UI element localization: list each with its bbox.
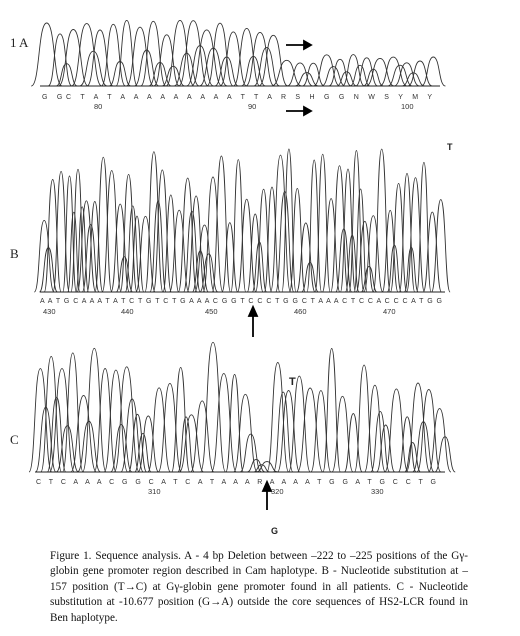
trace-peak — [307, 160, 322, 292]
trace-peak — [226, 374, 244, 472]
panel-a-arrow-bottom-head — [304, 107, 311, 115]
trace-peak — [423, 212, 441, 292]
trace-peak — [29, 369, 52, 472]
trace-peak — [237, 199, 256, 292]
trace-peak — [101, 24, 125, 86]
trace-peak — [259, 35, 288, 86]
trace-peak — [31, 23, 62, 86]
panel-b-position-430: 430 — [43, 307, 56, 316]
trace-peak — [288, 376, 310, 472]
trace-peak — [111, 425, 132, 472]
panel-b-traces — [34, 149, 450, 292]
panel-b-label: B — [10, 246, 19, 261]
trace-peak — [62, 353, 83, 472]
panel-b-position-470: 470 — [383, 307, 396, 316]
panel-c-position-320: 320 — [271, 487, 284, 496]
trace-peak — [267, 363, 289, 473]
trace-peak — [56, 426, 78, 472]
trace-peak — [141, 21, 166, 86]
trace-peak — [191, 30, 222, 86]
trace-peak — [166, 20, 194, 86]
trace-peak — [231, 160, 246, 292]
trace-peak — [211, 374, 236, 472]
trace-peak — [364, 385, 385, 472]
panel-c-mark-g: G — [271, 526, 279, 536]
panel-c-mark-t: T — [289, 376, 296, 388]
trace-peak — [287, 63, 313, 86]
panel-c-traces — [29, 342, 455, 472]
trace-peak — [200, 342, 225, 472]
trace-peak — [322, 199, 340, 292]
panel-a-position-90: 90 — [248, 102, 257, 111]
trace-peak — [233, 28, 260, 86]
trace-peak — [71, 396, 97, 473]
trace-peak — [83, 348, 107, 472]
panel-b-position-460: 460 — [294, 307, 307, 316]
trace-peak — [163, 195, 179, 292]
trace-peak — [354, 365, 373, 472]
trace-peak — [53, 171, 69, 292]
panel-c-position-330: 330 — [371, 487, 384, 496]
trace-peak — [172, 367, 190, 472]
panel-a-label: 1 A — [10, 35, 29, 50]
trace-peak — [264, 187, 280, 292]
panel-a-arrow-top-head — [304, 41, 311, 49]
panel-b-mark-t: T — [447, 142, 453, 152]
trace-peak — [398, 417, 416, 472]
trace-peak — [148, 388, 171, 472]
trace-peak — [203, 177, 223, 292]
trace-peak — [371, 412, 390, 472]
panel-a-traces — [31, 20, 445, 86]
trace-peak — [297, 388, 323, 472]
trace-peak — [179, 21, 209, 86]
trace-peak — [297, 223, 316, 292]
panel-c-sequence: C T C A A A C G G C A T C A T A A A R A A A A T G G A T G C C T G — [36, 479, 436, 486]
panel-a-position-80: 80 — [94, 102, 103, 111]
trace-peak — [178, 178, 197, 292]
trace-peak — [153, 170, 171, 292]
panel-c-position-310: 310 — [148, 487, 161, 496]
trace-peak — [421, 57, 445, 86]
trace-peak — [212, 156, 230, 292]
panel-b-position-450: 450 — [205, 307, 218, 316]
trace-peak — [41, 356, 62, 472]
panel-a-sequence: G GC T A T A A A A A A A A A T T A R S H G G N W S Y M Y — [42, 94, 432, 101]
trace-peak — [222, 223, 238, 292]
trace-peak — [50, 369, 75, 472]
figure-caption: Figure 1. Sequence analysis. A - 4 bp Deletion between –222 to –225 positions of the Gγ-globin gene promoter region described in Cam haplotype. B - Nucleotide substitution at –157 position (T→C) at Gγ-globin gene promoter found in all patients. C - Nucleotide substitution at -10.677 position (G→A) outside the core sequences of HS2-LCR found in Ben haplotype. — [50, 550, 468, 624]
panel-b-position-440: 440 — [121, 307, 134, 316]
trace-peak — [191, 401, 215, 472]
trace-peak — [102, 171, 121, 292]
trace-peak — [323, 349, 341, 473]
panel-a-position-100: 100 — [401, 102, 414, 111]
panel-b-arrow-head — [249, 307, 257, 316]
trace-peak — [432, 200, 451, 292]
panel-b-sequence: A A T G C A A A T A T C T G T C T G A A A C G G T C C C T G G C T A A A C T C C A C C C A T G G — [40, 298, 442, 305]
panel-c-label: C — [10, 432, 19, 447]
